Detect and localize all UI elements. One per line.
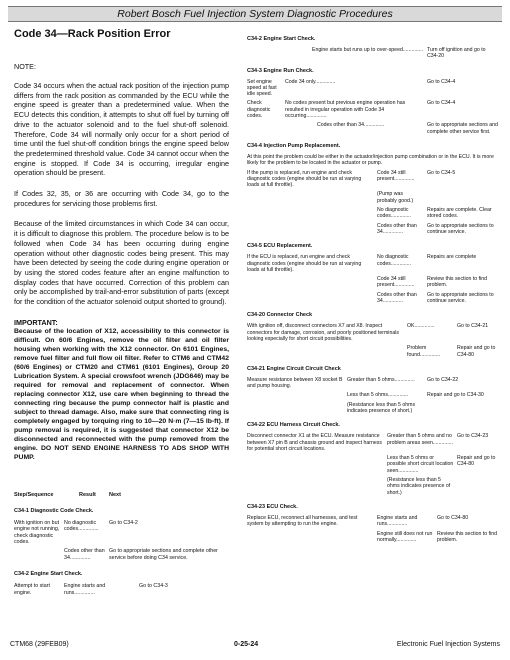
table-row <box>247 345 501 358</box>
step-cell: If the pump is replaced, run engine and check diagnostic codes (engine should be run at varying loads at full throttle). <box>247 169 362 189</box>
important-label: IMPORTANT: <box>14 317 58 327</box>
step-cell <box>247 122 285 135</box>
section-title: C34-20 Connector Check <box>247 312 313 319</box>
table-row <box>247 477 501 496</box>
section-title: C34-5 ECU Replacement. <box>247 243 313 250</box>
step-cell <box>247 402 347 415</box>
result-cell: (Resistance less than 5 ohms indicates presence of short.) <box>347 401 416 414</box>
next-cell: Go to C34-23 <box>457 433 489 440</box>
table-row <box>247 79 501 98</box>
result-cell: Engine still does not run normally.............. <box>377 530 433 543</box>
result-cell: No codes present but previous engine operation has resulted in irregular operation with Code 34 occurring.............. <box>285 100 406 120</box>
header-next: Next <box>109 491 121 498</box>
table-row <box>247 392 501 398</box>
step-cell <box>247 207 377 220</box>
next-cell: Go to appropriate sections and complete other service before doing C34 service. <box>109 548 218 561</box>
table-row <box>247 276 501 289</box>
next-cell: Go to C34-4 <box>427 100 456 107</box>
result-cell: No diagnostic codes.............. <box>64 519 99 533</box>
description-paragraph: Code 34 occurs when the actual rack position of the injection pump differs from the rack position as commanded by the ECU while the engine speed is greater than a predetermined value. When the ECU detects this condition, it attempts to shut off fuel by turning off drive to the actuator solenoid and to the fuel shut-off solenoid. Therefore, Code 34 will normally only occur for a short period of time until the fuel shut-off condition brings the engine speed below the predetermined threshold value. Code 34 cannot occur when the engine is stopped. If Code 34 is occurring, irregular engine operation should be present. <box>14 81 229 178</box>
section-intro: At this point the problem could be either in the actuator/injection pump combination or in the ECU. It is more likely for the problem to be located in the actuator or pump. <box>247 153 494 167</box>
step-cell: Measure resistance between X8 socket B and pump housing. <box>247 376 343 390</box>
next-cell: Repair and go to C34-80 <box>457 345 496 358</box>
table-row <box>14 583 229 596</box>
result-cell: Codes other than 34.............. <box>377 222 417 235</box>
next-cell: Go to C34-21 <box>457 323 489 330</box>
table-row <box>247 377 501 390</box>
footer-page-number: 0-25-24 <box>234 641 259 648</box>
table-row <box>247 402 501 415</box>
table-row <box>247 122 501 135</box>
right-column <box>247 36 501 546</box>
step-cell <box>247 392 347 398</box>
step-cell: Set engine speed at fast idle speed. <box>247 78 277 98</box>
step-cell <box>247 223 377 236</box>
next-cell: Go to appropriate sections and complete other service first. <box>427 122 498 135</box>
table-row <box>247 323 501 342</box>
step-cell <box>247 531 377 544</box>
result-cell: Code 34 still present.............. <box>377 276 415 289</box>
result-cell: Codes other than 34.............. <box>64 548 105 561</box>
step-cell <box>247 292 377 305</box>
next-cell: Turn off ignition and go to C34-20 <box>427 47 486 60</box>
next-cell: Review this section to find problem. <box>427 276 487 289</box>
footer-section-title: Electronic Fuel Injection Systems <box>396 641 500 648</box>
step-cell <box>247 455 387 474</box>
next-cell <box>457 477 501 496</box>
result-cell: (Pump was probably good.) <box>377 191 414 204</box>
table-row <box>247 433 501 452</box>
result-cell: Engine starts and runs.............. <box>377 514 418 528</box>
result-cell: Codes other than 34.............. <box>317 122 385 129</box>
step-cell <box>247 276 377 289</box>
step-cell <box>247 477 387 496</box>
section-title: C34-2 Engine Start Check. <box>247 36 316 42</box>
step-cell: Replace ECU, reconnect all harnesses, and test system by attempting to run the engine. <box>247 514 358 528</box>
next-cell: Repair and go to C34-80 <box>457 455 496 468</box>
result-cell: Greater than 5 ohms and no problem areas seen.............. <box>387 433 454 446</box>
next-cell <box>427 191 501 204</box>
table-row <box>247 170 501 189</box>
next-cell: Go to appropriate sections to continue service. <box>427 222 494 235</box>
header-result: Result <box>79 491 96 498</box>
result-cell: Code 34 only.............. <box>285 78 336 85</box>
section-title: C34-22 ECU Harness Circuit Check. <box>247 422 340 429</box>
step-cell <box>247 47 312 60</box>
step-cell <box>14 548 64 561</box>
procedure-paragraph: Because of the limited circumstances in which Code 34 can occur, it is difficult to diagnose this problem. The procedure below is to be followed when Code 34 has been occurring during engine operation without other diagnostic codes being present. This may have been detected by seeing the code during engine operation or by using the stored codes feature after an engine malfunction to display codes that have occurred. Correction of this problem can only be accomplished by trail-and-error substitution of parts (except for the condition of the actuator solenoid output shorted to ground). <box>14 219 229 307</box>
section-title: C34-3 Engine Run Check. <box>247 67 314 74</box>
table-row <box>247 292 501 305</box>
header-step: Step/Sequence <box>14 491 54 498</box>
result-cell: Greater than 5 ohms.............. <box>347 376 415 383</box>
step-cell: With ignition off, disconnect connectors X7 and X8. Inspect connectors for damage, corrosion, and poorly positioned terminals looking especially for short circuit possibilities. <box>247 323 399 342</box>
step-cell: If the ECU is replaced, run engine and check diagnostic codes (engine should be run at varying loads at full throttle). <box>247 254 362 273</box>
result-cell: Less than 5 ohms or possible short circuit location seen.............. <box>387 455 454 474</box>
table-row <box>247 254 501 273</box>
step-cell: Check diagnostic codes. <box>247 100 271 120</box>
step-cell <box>247 345 407 358</box>
left-column <box>14 28 229 599</box>
next-cell: Go to C34-3 <box>139 583 168 590</box>
next-cell: Repairs are complete. Clear stored codes. <box>427 207 492 220</box>
page-title: Code 34—Rack Position Error <box>14 28 171 40</box>
step-cell <box>247 191 377 204</box>
result-cell: Engine starts but runs up to over-speed.............. <box>312 47 424 53</box>
table-header <box>14 492 229 498</box>
result-cell: Code 34 still present.............. <box>377 169 415 182</box>
result-cell: (Resistance less than 5 ohms indicates presence of short.) <box>387 477 451 496</box>
next-cell: Go to C34-80 <box>437 514 469 521</box>
section-title: C34-4 Injection Pump Replacement. <box>247 142 341 149</box>
next-cell: Repair and go to C34-30 <box>427 392 484 399</box>
next-cell: Go to appropriate sections to continue service. <box>427 291 494 305</box>
result-cell: OK.............. <box>407 323 435 330</box>
table-row <box>247 455 501 474</box>
next-cell <box>427 402 501 415</box>
result-cell: Codes other than 34.............. <box>377 291 417 305</box>
next-cell: Go to C34-2 <box>109 519 138 526</box>
next-cell: Go to C34-22 <box>427 376 459 383</box>
result-cell: Problem found.............. <box>407 345 441 358</box>
related-codes-paragraph: If Codes 32, 35, or 36 are occurring with Code 34, go to the procedures for servicing those problems first. <box>14 189 229 208</box>
footer-doc-id: CTM68 (29FEB09) <box>10 641 69 648</box>
step-cell: Attempt to start engine. <box>14 583 50 596</box>
section-title: C34-1 Diagnostic Code Check. <box>14 507 94 514</box>
section-title: C34-2 Engine Start Check. <box>14 571 83 578</box>
result-cell: Less than 5 ohms.............. <box>347 392 409 399</box>
next-cell: Repairs are complete <box>427 254 477 261</box>
next-cell: Review this section to find problem. <box>437 530 497 543</box>
table-row <box>247 207 501 220</box>
result-cell: Engine starts and runs.............. <box>64 583 106 596</box>
table-row <box>14 520 229 546</box>
page-header: Robert Bosch Fuel Injection System Diagnostic Procedures <box>8 6 502 22</box>
table-row <box>247 191 501 204</box>
table-row <box>247 223 501 236</box>
result-cell: No diagnostic codes.............. <box>377 254 412 267</box>
note-label: NOTE: <box>14 62 36 71</box>
table-row <box>247 515 501 528</box>
step-cell: Disconnect connector X1 at the ECU. Measure resistance between X7 pin B and chassis ground and inspect harness for potential short circuit locations. <box>247 433 382 452</box>
table-row <box>247 47 501 60</box>
table-row <box>14 548 229 561</box>
section-title: C34-23 ECU Check. <box>247 503 298 510</box>
next-cell: Go to C34-5 <box>427 169 456 176</box>
table-row <box>247 100 501 119</box>
step-cell: With ignition on but engine not running, check diagnostic codes. <box>14 519 60 545</box>
next-cell: Go to C34-4 <box>427 78 456 85</box>
page-footer <box>8 639 502 651</box>
section-title: C34-21 Engine Circuit Circuit Check <box>247 365 341 372</box>
result-cell: No diagnostic codes.............. <box>377 207 412 220</box>
important-text: Because of the location of X12, accessibility to this connector is difficult. On 60/6 Engines, remove the oil filter and oil filter housing when working with the X12 connector. On 6101 Engines, remove fuel filter and full flow oil filter. Refer to CTM6 and CTM42 (60/6 Engines) or CTM20 and CTM61 (6101 Engines), Group 20 Lubrication System. A special crowsfoot wrench (JDG646) may be required for removal and replacement of connector. When replacing connector X12, use care when beginning to thread the connecting ring because the pump connector half is plastic and subject to thread damage. Also, make sure that connecting ring is completely engaged by torquing ring to 10—20 N·m (7—15 lb-ft). If pump removal is required, it is suggested that connector X12 be disconnected and reconnected with the pump removed from the engine. DO NOT SEND ENGINE HARNESS TO ADS SHOP WITH PUMP. <box>14 327 229 461</box>
table-row <box>247 531 501 544</box>
